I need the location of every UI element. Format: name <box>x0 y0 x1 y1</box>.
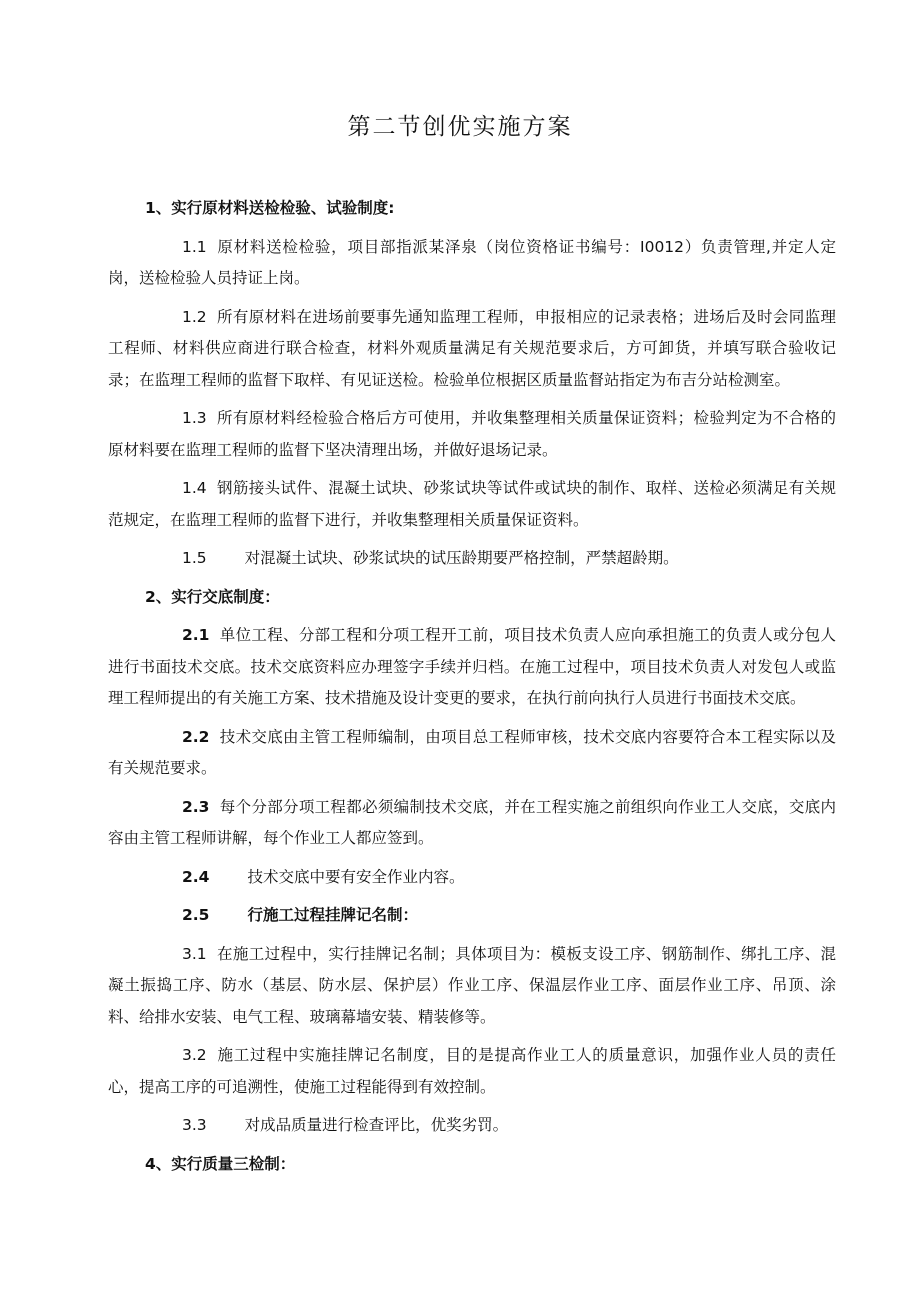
section-heading: 1、实行原材料送检检验、试验制度: <box>145 199 395 217</box>
item-number: 2.2 <box>182 727 210 746</box>
paragraph-item <box>108 232 836 295</box>
paragraph-item <box>108 302 836 397</box>
page-title: 第二节创优实施方案 <box>347 114 573 140</box>
paragraph-item <box>108 862 836 894</box>
item-text: 对混凝土试块、砂浆试块的试压龄期要严格控制，严禁超龄期。 <box>244 549 679 567</box>
item-text: 单位工程、分部工程和分项工程开工前，项目技术负责人应向承担施工的负责人或分包人进行书面技术交底。技术交底资料应办理签字手续并归档。在施工过程中，项目技术负责人对发包人或监理工程师提出的有关施工方案、技术措施及设计变更的要求，在执行前向执行人员进行书面技术交底。 <box>108 626 836 707</box>
section-heading: 4、实行质量三检制： <box>145 1154 296 1173</box>
item-number: 2.3 <box>182 797 210 816</box>
item-text: 技术交底中要有安全作业内容。 <box>247 867 465 886</box>
section-heading <box>108 900 836 932</box>
paragraph-item <box>108 620 836 715</box>
paragraph-item <box>108 792 836 855</box>
item-number: 3.1 <box>182 944 207 963</box>
document-body <box>108 193 836 1187</box>
item-text: 在施工过程中，实行挂牌记名制；具体项目为：模板支设工序、钢筋制作、绑扎工序、混凝土振捣工序、防水（基层、防水层、保护层）作业工序、保温层作业工序、面层作业工序、吊顶、涂料、给排水安装、电气工程、玻璃幕墙安装、精装修等。 <box>108 944 836 1026</box>
item-text: 所有原材料在进场前要事先通知监理工程师，申报相应的记录表格；进场后及时会同监理工程师、材料供应商进行联合检查，材料外观质量满足有关规范要求后，方可卸货，并填写联合验收记录；在监理工程师的监督下取样、有见证送检。检验单位根据区质量监督站指定为布吉分站检测室。 <box>108 307 836 389</box>
paragraph-item <box>108 403 836 466</box>
item-text: 原材料送检检验，项目部指派某泽泉（岗位资格证书编号：I0012）负责管理,并定人定岗，送检检验人员持证上岗。 <box>108 237 836 287</box>
section-heading: 2、实行交底制度： <box>145 587 280 606</box>
item-number: 1.1 <box>182 237 207 256</box>
item-text: 所有原材料经检验合格后方可使用，并收集整理相关质量保证资料；检验判定为不合格的原材料要在监理工程师的监督下坚决清理出场，并做好退场记录。 <box>108 409 836 459</box>
paragraph-item <box>108 1110 836 1142</box>
item-number: 1.3 <box>182 409 207 427</box>
item-text: 对成品质量进行检查评比，优奖劣罚。 <box>244 1116 509 1134</box>
item-text: 每个分部分项工程都必须编制技术交底，并在工程实施之前组织向作业工人交底，交底内容由主管工程师讲解，每个作业工人都应签到。 <box>108 797 836 847</box>
item-text: 技术交底由主管工程师编制，由项目总工程师审核，技术交底内容要符合本工程实际以及有关规范要求。 <box>108 727 836 777</box>
item-number: 2.4 <box>182 867 210 886</box>
item-number: 2.5 <box>182 906 210 924</box>
paragraph-item <box>108 543 836 575</box>
paragraph-item <box>108 473 836 536</box>
item-number: 2.1 <box>182 626 210 644</box>
paragraph-item <box>108 722 836 785</box>
item-number: 3.3 <box>182 1116 207 1134</box>
item-number: 3.2 <box>182 1046 207 1064</box>
item-text: 施工过程中实施挂牌记名制度，目的是提高作业工人的质量意识，加强作业人员的责任心，提高工序的可追溯性，使施工过程能得到有效控制。 <box>108 1046 836 1096</box>
paragraph-item <box>108 1040 836 1103</box>
paragraph-item <box>108 939 836 1034</box>
item-number: 1.4 <box>182 479 207 497</box>
item-number: 1.2 <box>182 307 207 326</box>
item-number: 1.5 <box>182 549 207 567</box>
item-text: 钢筋接头试件、混凝土试块、砂浆试块等试件或试块的制作、取样、送检必须满足有关规范规定，在监理工程师的监督下进行，并收集整理相关质量保证资料。 <box>108 479 836 529</box>
heading-text: 行施工过程挂牌记名制： <box>247 906 418 924</box>
